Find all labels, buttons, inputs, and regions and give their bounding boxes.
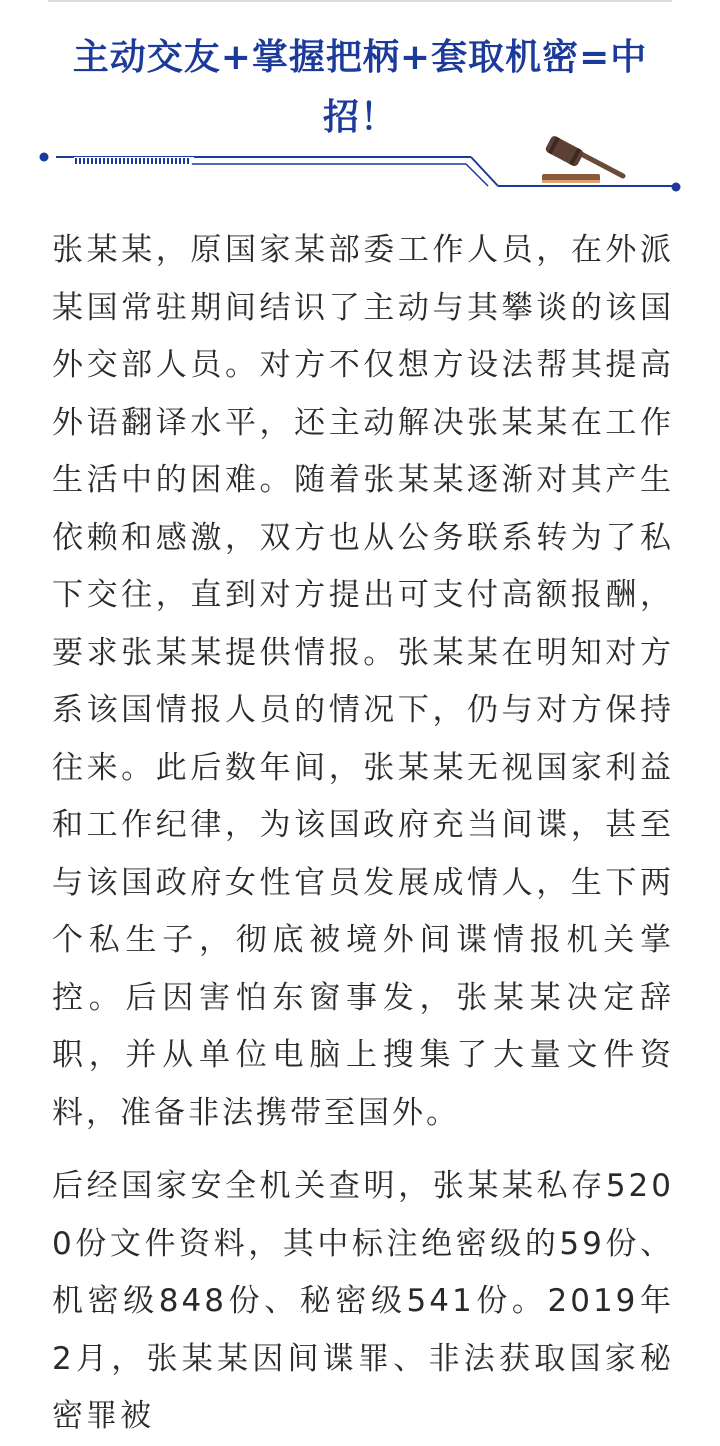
body-paragraph: 张某某，原国家某部委工作人员，在外派某国常驻期间结识了主动与其攀谈的该国外交部人员。对方不仅想方设法帮其提高外语翻译水平，还主动解决张某某在工作生活中的困难。随着张某某逐渐对其产生依赖和感激，双方也从公务联系转为了私下交往，直到对方提出可支付高额报酬，要求张某某提供情报。张某某在明知对方系该国情报人员的情况下，仍与对方保持往来。此后数年间，张某某无视国家利益和工作纪律，为该国政府充当间谍，甚至与该国政府女性官员发展成情人，生下两个私生子，彻底被境外间谍情报机关掌控。后因害怕东窗事发，张某某决定辞职，并从单位电脑上搜集了大量文件资料，准备非法携带至国外。: [52, 232, 674, 1131]
article-title: 主动交友+掌握把柄+套取机密=中 招！: [72, 37, 648, 138]
body-paragraph: 后经国家安全机关查明，张某某私存5200份文件资料，其中标注绝密级的59份、机密级848份、秘密级541份。2019年2月，张某某因间谍罪、非法获取国家秘密罪被: [52, 1168, 674, 1434]
gavel-icon: [542, 136, 623, 183]
hatch-bar: [74, 157, 194, 164]
top-separator: [48, 0, 672, 2]
title-divider: [36, 136, 684, 196]
